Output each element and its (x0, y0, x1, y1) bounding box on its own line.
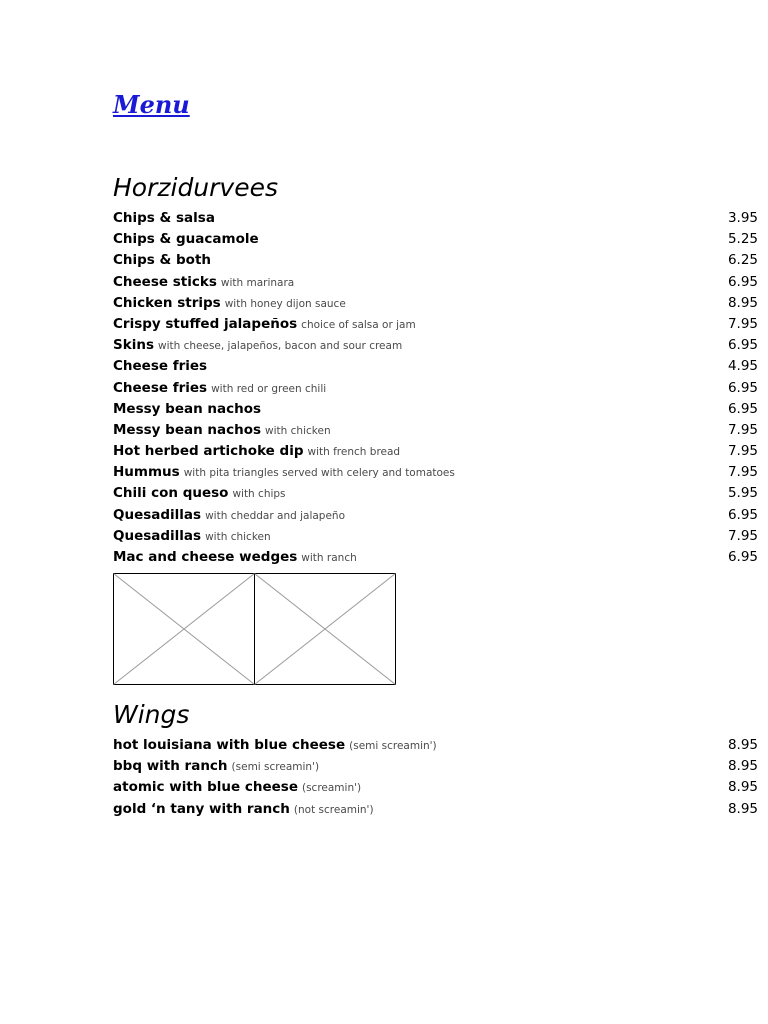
menu-item-price: 6.95 (727, 273, 758, 290)
menu-item-row (113, 737, 758, 758)
menu-item-price: 3.95 (727, 210, 758, 226)
menu-item-row (113, 401, 758, 422)
menu-item-text (113, 316, 416, 332)
menu-item-price: 8.95 (727, 294, 758, 311)
menu-item-name: Chicken strips (113, 294, 221, 311)
menu-item-description: (screamin') (301, 782, 362, 795)
image-placeholder-right (255, 574, 396, 685)
menu-item-row (113, 252, 758, 273)
wings-item-list (113, 737, 758, 822)
menu-item-row (113, 779, 758, 800)
menu-item-name: Messy bean nachos (113, 421, 262, 438)
menu-item-row (113, 210, 758, 231)
menu-item-price: 5.25 (727, 231, 758, 248)
menu-item-price: 6.95 (727, 379, 758, 396)
menu-item-name: Cheese fries (113, 358, 208, 375)
menu-item-name: Messy bean nachos (113, 400, 262, 417)
image-placeholder-row (113, 573, 396, 685)
menu-item-text (113, 422, 331, 438)
menu-item-price: 5.95 (727, 485, 758, 502)
menu-item-row (113, 464, 758, 485)
menu-item-name: Chips & both (113, 252, 212, 269)
menu-item-text (113, 464, 455, 480)
menu-item-row (113, 549, 758, 570)
menu-item-row (113, 422, 758, 443)
menu-item-description: with cheddar and jalapeño (205, 509, 346, 522)
menu-item-row (113, 295, 758, 316)
menu-item-name: Chili con queso (113, 485, 229, 502)
menu-item-text (113, 443, 400, 459)
menu-item-text (113, 252, 211, 268)
menu-item-text (113, 779, 361, 795)
menu-item-name: hot louisiana with blue cheese (113, 737, 346, 753)
menu-item-text (113, 758, 319, 774)
menu-item-text (113, 549, 357, 565)
menu-item-row (113, 274, 758, 295)
menu-item-text (113, 485, 286, 501)
menu-item-description: with chicken (205, 530, 271, 543)
menu-item-row (113, 316, 758, 337)
menu-item-text (113, 737, 437, 753)
menu-item-row (113, 337, 758, 358)
menu-item-row (113, 507, 758, 528)
menu-item-text (113, 380, 326, 396)
menu-item-text (113, 274, 294, 290)
menu-item-name: Quesadillas (113, 527, 202, 544)
image-placeholder-left (114, 574, 255, 685)
menu-item-price: 6.95 (727, 549, 758, 565)
menu-item-name: gold ‘n tany with ranch (113, 800, 290, 817)
menu-item-name: Quesadillas (113, 506, 202, 523)
menu-item-description: (semi screamin') (231, 761, 320, 774)
menu-item-name: Hummus (113, 464, 180, 481)
menu-item-text (113, 337, 402, 353)
menu-item-text (113, 295, 346, 311)
menu-item-price: 6.95 (727, 400, 758, 417)
menu-item-row (113, 758, 758, 779)
menu-item-row (113, 485, 758, 506)
menu-item-price: 8.95 (727, 779, 758, 796)
menu-item-description: with chips (232, 488, 286, 501)
menu-item-text (113, 358, 207, 374)
menu-item-name: Cheese sticks (113, 273, 217, 290)
menu-item-name: Skins (113, 337, 154, 354)
menu-item-description: with french bread (307, 446, 401, 459)
menu-item-price: 7.95 (727, 315, 758, 332)
menu-item-name: Chips & salsa (113, 210, 215, 226)
menu-item-row (113, 801, 758, 822)
menu-item-row (113, 443, 758, 464)
horzidurvees-item-list (113, 210, 758, 570)
menu-item-description: with marinara (220, 276, 295, 289)
menu-item-text (113, 801, 374, 817)
menu-item-text (113, 507, 345, 523)
menu-link[interactable]: Menu (113, 90, 190, 119)
menu-item-name: bbq with ranch (113, 758, 228, 775)
menu-item-name: Chips & guacamole (113, 231, 259, 248)
menu-item-price: 6.25 (727, 252, 758, 269)
menu-item-price: 8.95 (727, 800, 758, 817)
menu-item-text (113, 231, 259, 247)
menu-item-name: Crispy stuffed jalapeños (113, 315, 298, 332)
menu-item-text (113, 528, 271, 544)
menu-item-name: Mac and cheese wedges (113, 549, 298, 565)
menu-item-description: with red or green chili (211, 382, 327, 395)
menu-item-price: 7.95 (727, 443, 758, 460)
section-title-horzidurvees: Horzidurvees (113, 173, 279, 202)
section-title-wings: Wings (113, 700, 190, 729)
menu-item-description: with chicken (265, 424, 331, 437)
menu-item-name: atomic with blue cheese (113, 779, 298, 796)
menu-item-row (113, 358, 758, 379)
menu-item-description: with honey dijon sauce (224, 297, 346, 310)
menu-item-price: 4.95 (727, 358, 758, 375)
menu-item-price: 7.95 (727, 527, 758, 544)
menu-item-price: 8.95 (727, 737, 758, 753)
menu-item-description: with cheese, jalapeños, bacon and sour cream (157, 340, 403, 353)
menu-item-description: with pita triangles served with celery and tomatoes (183, 467, 455, 480)
menu-item-name: Hot herbed artichoke dip (113, 443, 304, 460)
menu-item-row (113, 528, 758, 549)
menu-item-price: 6.95 (727, 506, 758, 523)
menu-item-text (113, 401, 261, 417)
menu-item-price: 8.95 (727, 758, 758, 775)
menu-item-description: (not screamin') (293, 803, 374, 816)
menu-item-row (113, 380, 758, 401)
menu-item-description: with ranch (301, 552, 357, 564)
menu-item-name: Cheese fries (113, 379, 208, 396)
menu-item-description: (semi screamin') (349, 740, 437, 752)
menu-item-description: choice of salsa or jam (301, 318, 416, 331)
menu-item-row (113, 231, 758, 252)
menu-item-price: 7.95 (727, 464, 758, 481)
menu-item-price: 6.95 (727, 337, 758, 354)
menu-item-text (113, 210, 215, 226)
menu-item-price: 7.95 (727, 421, 758, 438)
